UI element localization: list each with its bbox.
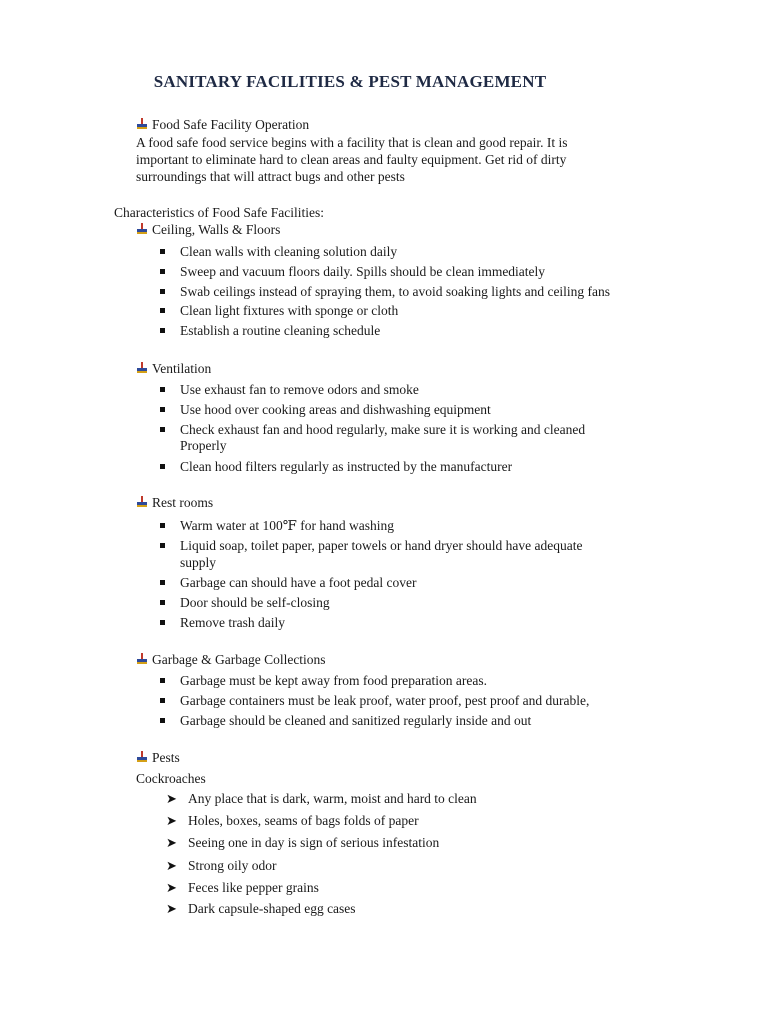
square-bullet-icon (160, 289, 165, 294)
list-item (166, 834, 177, 851)
hand-pointer-icon (136, 653, 148, 665)
characteristics-heading: Characteristics of Food Safe Facilities: (114, 205, 324, 220)
pests-subheading: Cockroaches (136, 771, 206, 786)
square-bullet-icon (160, 407, 165, 412)
square-bullet-icon (160, 718, 165, 723)
arrow-bullet-icon: ➤ (166, 813, 177, 828)
heading-label: Rest rooms (152, 495, 214, 510)
square-bullet-icon (160, 464, 165, 469)
square-bullet-icon (160, 387, 165, 392)
hand-pointer-icon (136, 118, 148, 130)
square-bullet-icon (160, 249, 165, 254)
section-heading-ceiling (136, 221, 280, 238)
square-bullet-icon (160, 427, 165, 432)
intro-line-2: important to eliminate hard to clean areas and faulty equipment. Get rid of dirty (136, 152, 567, 167)
list-item (166, 879, 177, 896)
section-heading-restrooms (136, 494, 213, 511)
arrow-bullet-icon: ➤ (166, 858, 177, 873)
heading-label: Garbage & Garbage Collections (152, 652, 326, 667)
section-heading-food-safe (136, 116, 309, 133)
square-bullet-icon (160, 523, 165, 528)
list-item-text: Strong oily odor (188, 858, 277, 873)
heading-label: Food Safe Facility Operation (152, 117, 310, 132)
list-item-continuation: Properly (180, 438, 227, 453)
square-bullet-icon (160, 698, 165, 703)
section-heading-garbage (136, 651, 326, 668)
list-item (166, 790, 177, 807)
list-item-text: Holes, boxes, seams of bags folds of paper (188, 813, 419, 828)
square-bullet-icon (160, 678, 165, 683)
list-item (166, 900, 177, 917)
square-bullet-icon (160, 620, 165, 625)
hand-pointer-icon (136, 223, 148, 235)
hand-pointer-icon (136, 496, 148, 508)
square-bullet-icon (160, 328, 165, 333)
section-heading-ventilation (136, 360, 211, 377)
hand-pointer-icon (136, 362, 148, 374)
heading-label: Pests (152, 750, 180, 765)
list-item-text: Any place that is dark, warm, moist and hard to clean (188, 791, 477, 806)
heading-label: Ceiling, Walls & Floors (152, 222, 281, 237)
list-item-continuation: supply (180, 555, 217, 570)
list-item (166, 857, 177, 874)
intro-line-3: surroundings that will attract bugs and other pests (136, 169, 405, 184)
list-item-text: Feces like pepper grains (188, 880, 319, 895)
arrow-bullet-icon: ➤ (166, 901, 177, 916)
list-item-text: Seeing one in day is sign of serious infestation (188, 835, 440, 850)
square-bullet-icon (160, 600, 165, 605)
square-bullet-icon (160, 543, 165, 548)
arrow-bullet-icon: ➤ (166, 791, 177, 806)
section-heading-pests (136, 749, 180, 766)
arrow-bullet-icon: ➤ (166, 880, 177, 895)
heading-label: Ventilation (152, 361, 212, 376)
list-item-text: Dark capsule-shaped egg cases (188, 901, 356, 916)
intro-line-1: A food safe food service begins with a facility that is clean and good repair. It is (136, 135, 568, 150)
list-item (166, 812, 177, 829)
square-bullet-icon (160, 308, 165, 313)
square-bullet-icon (160, 580, 165, 585)
page-title: SANITARY FACILITIES & PEST MANAGEMENT (153, 72, 547, 91)
hand-pointer-icon (136, 751, 148, 763)
square-bullet-icon (160, 269, 165, 274)
arrow-bullet-icon: ➤ (166, 835, 177, 850)
